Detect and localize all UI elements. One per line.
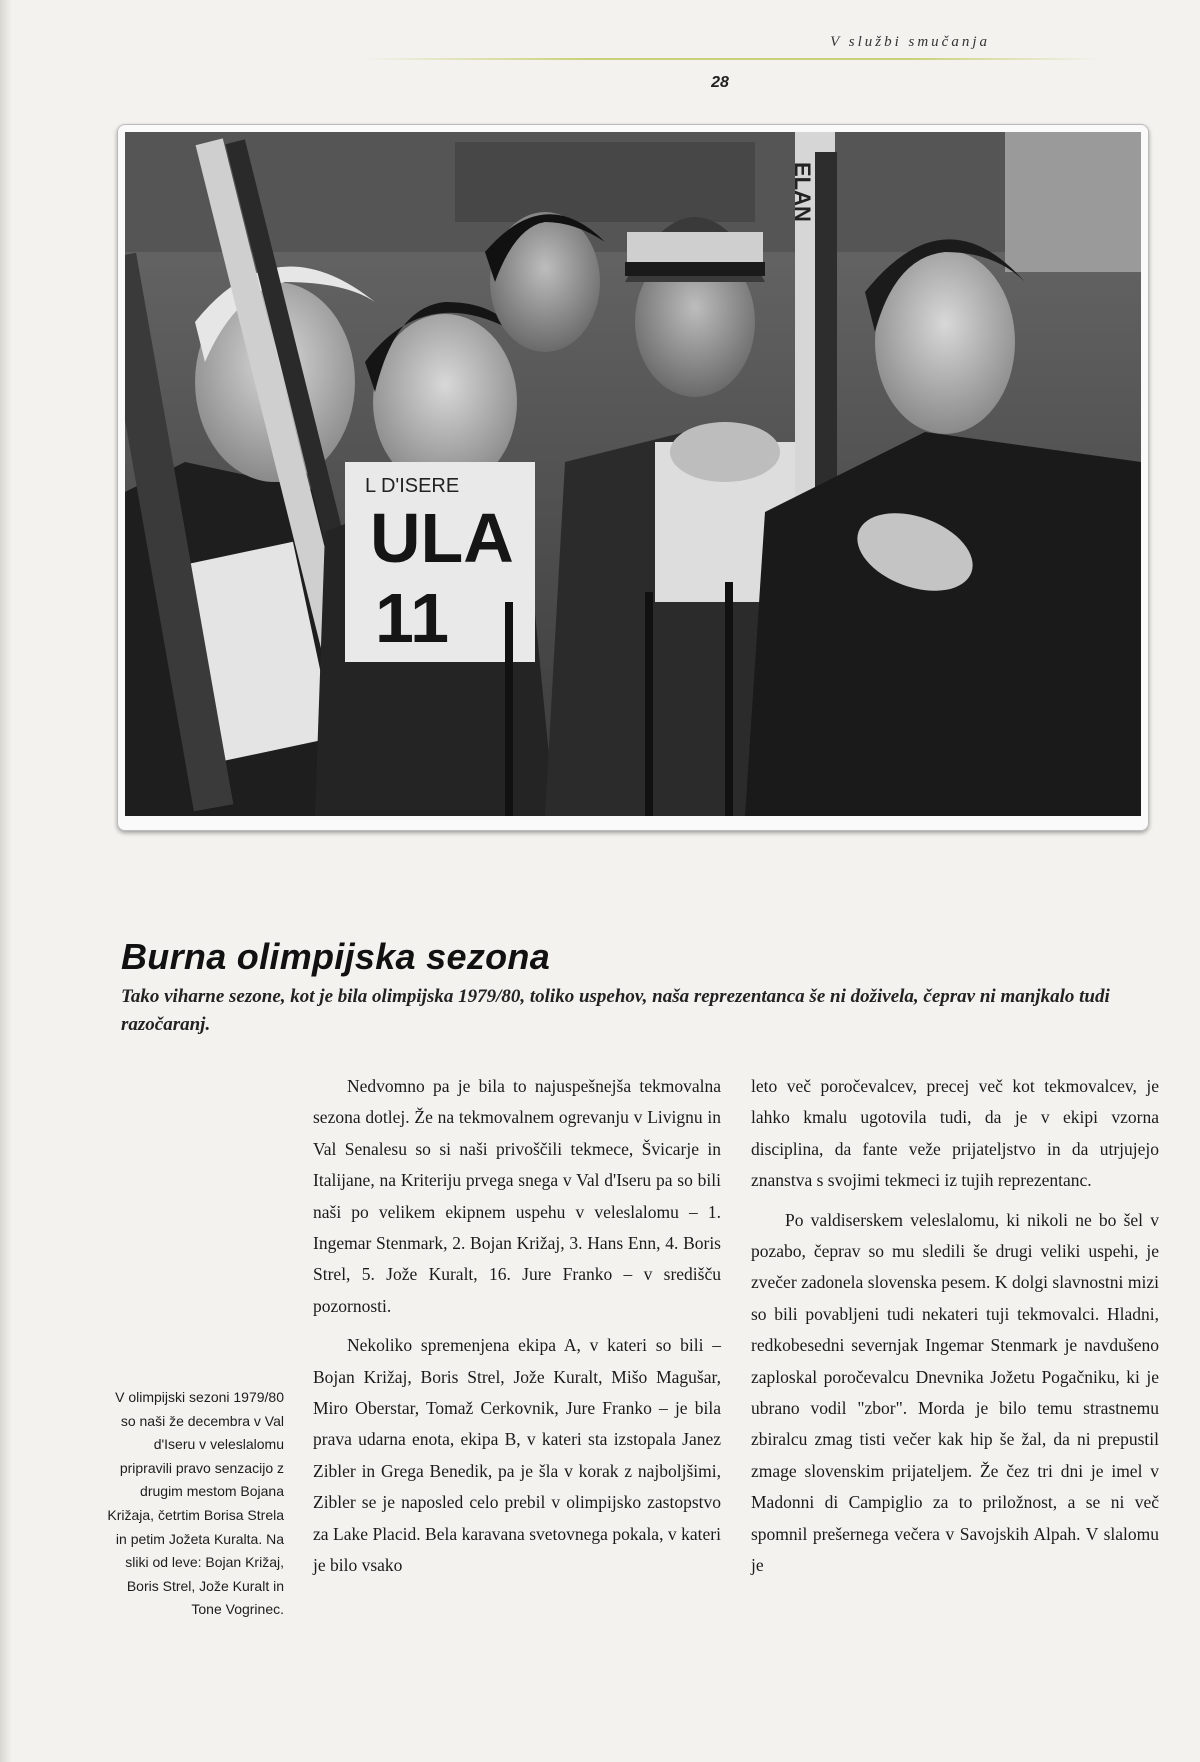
text-column-right [751,1071,1159,1582]
header-rule [360,58,1100,60]
running-title: V službi smučanja [830,34,990,50]
page-number: 28 [711,74,729,91]
svg-text:L D'ISERE: L D'ISERE [365,475,460,497]
right-paragraph-1: leto več poročevalcev, precej več kot tekmovalcev, je lahko kmalu ugotovila tudi, da je v ekipi vzorna disciplina, da fante veže prijateljstvo in da utrjujejo znanstva s svojimi tekmeci iz tujih reprezentanc. [751,1076,1159,1191]
photo-caption: V olimpijski sezoni 1979/80 so naši že decembra v Val d'Iseru v veleslalomu pripravili pravo senzacijo z drugim mestom Bojana Križaja, četrtim Borisa Strela in petim Jožeta Kuralta. Na sliki od leve: Bojan Križaj, Boris Strel, Jože Kuralt in Tone Vogrinec. [107,1389,284,1618]
photo-ski-racers-drawing [125,132,1141,816]
article-lead: Tako viharne sezone, kot je bila olimpijska 1979/80, toliko uspehov, naša reprezentanca še ni doživela, čeprav ni manjkalo tudi razočaranj. [121,986,1110,1035]
svg-text:11: 11 [375,579,449,657]
svg-text:ELAN: ELAN [790,162,815,222]
page-binding-edge [0,0,12,1762]
article-headline: Burna olimpijska sezona [121,936,551,977]
right-paragraph-2: Po valdiserskem veleslalomu, ki nikoli ne bo šel v pozabo, čeprav so mu sledili še drugi veliki uspehi, je zvečer zadonela slovenska pesem. K dolgi slavnostni mizi so bili povabljeni tudi nekateri tuji tekmovalci. Hladni, redkobesedni severnjak Ingemar Stenmark je navdušeno zaploskal poročevalcu Dnevnika Jožetu Pogačniku, ki je ubrano vodil "zbor". Morda je bilo temu strastnemu zbiralcu zmag tisti večer kak hip še žal, da ni prepustil zmage slovenskim prijateljem. Že čez tri dni je imel v Madonni di Campiglio za to priložnost, a se ni več spomnil prešernega večera v Savojskih Alpah. V slalomu je [751,1209,1159,1576]
text-column-left [313,1071,721,1582]
photo-ski-racers [125,132,1141,816]
svg-text:ULA: ULA [370,499,514,577]
left-paragraph-1: Nedvomno pa je bila to najuspešnejša tekmovalna sezona dotlej. Že na tekmovalnem ogrevanju v Livignu in Val Senalesu so si naši privoščili tekmece, Švicarje in Italijane, na Kriteriju prvega snega v Val d'Iseru pa so bili naši po velikem ekipnem uspehu v veleslalomu – 1. Ingemar Stenmark, 2. Bojan Križaj, 3. Hans Enn, 4. Boris Strel, 5. Jože Kuralt, 16. Jure Franko – v središču pozornosti. [313,1076,721,1316]
left-paragraph-2: Nekoliko spremenjena ekipa A, v kateri so bili – Bojan Križaj, Boris Strel, Jože Kuralt, Mišo Magušar, Miro Oberstar, Tomaž Cerkovnik, Jure Franko – je bila prava udarna enota, ekipa B, v kateri sta izstopala Janez Zibler in Grega Benedik, pa je šla v korak z najboljšimi, Zibler se je naposled celo prebil v olimpijsko zastopstvo za Lake Placid. Bela karavana svetovnega pokala, v kateri je bilo vsako [313,1335,721,1576]
